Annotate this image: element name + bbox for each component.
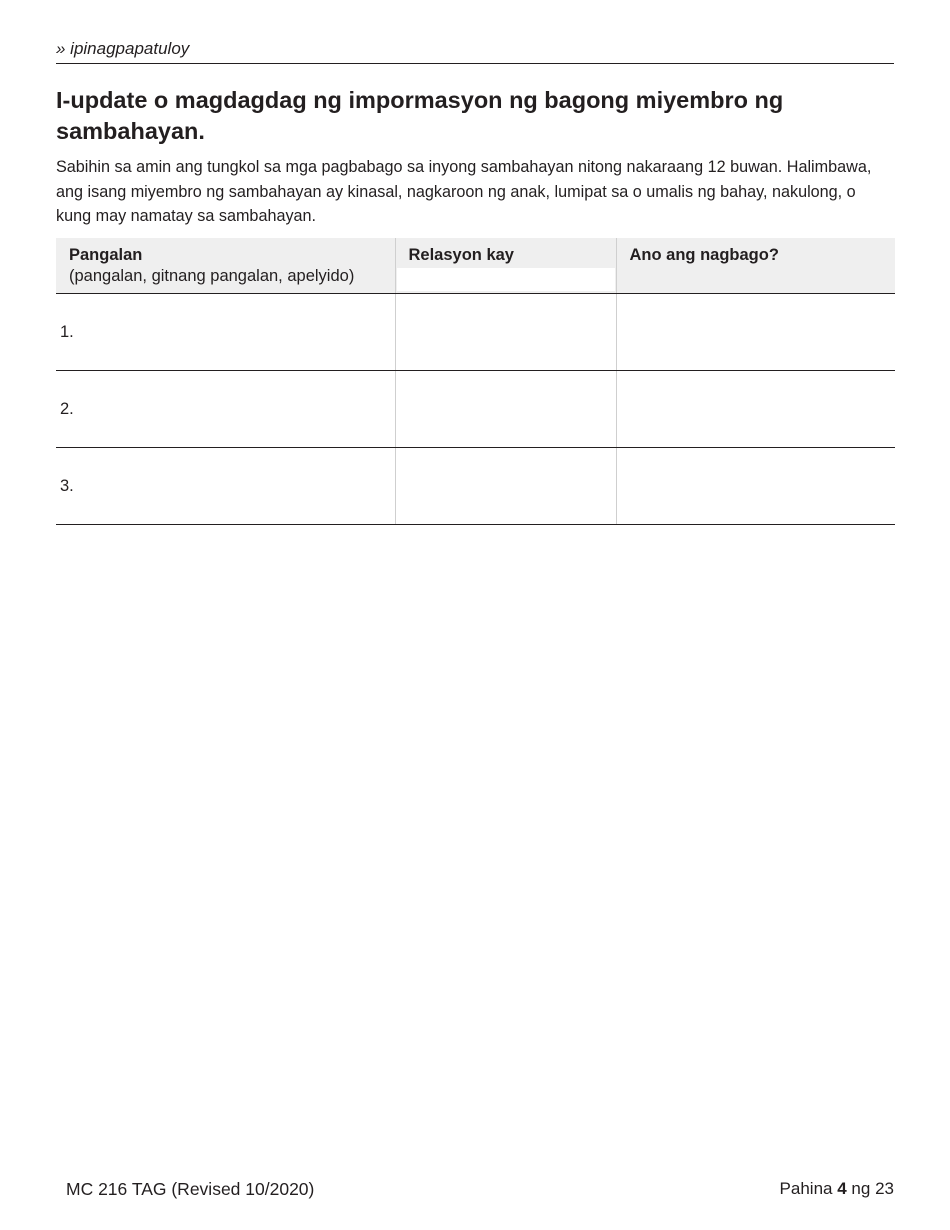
table-header-row — [56, 238, 895, 294]
change-cell-1[interactable] — [616, 294, 895, 371]
row-number: 3. — [60, 476, 74, 495]
relationship-cell-2[interactable] — [395, 371, 616, 448]
name-cell-2[interactable] — [56, 371, 395, 448]
change-cell-2[interactable] — [616, 371, 895, 448]
page-number — [780, 1179, 894, 1199]
page-prefix: Pahina — [779, 1179, 833, 1198]
form-page — [56, 0, 894, 1230]
row-number: 2. — [60, 399, 74, 418]
relationship-blank-field[interactable] — [397, 268, 615, 291]
column-header-change — [616, 238, 895, 294]
table-row — [56, 448, 895, 525]
column-header-name-label: Pangalan — [69, 246, 143, 264]
household-members-table — [56, 238, 895, 525]
column-header-name-hint: (pangalan, gitnang pangalan, apelyido) — [69, 267, 355, 285]
column-header-name — [56, 238, 395, 294]
row-number: 1. — [60, 322, 74, 341]
form-id: MC 216 TAG (Revised 10/2020) — [66, 1179, 315, 1199]
column-header-relationship — [395, 238, 616, 294]
column-header-change-label: Ano ang nagbago? — [629, 246, 779, 264]
column-header-relationship-label: Relasyon kay — [408, 246, 514, 264]
name-cell-1[interactable] — [56, 294, 395, 371]
header-divider — [56, 63, 894, 64]
page-separator: ng — [851, 1179, 871, 1198]
change-cell-3[interactable] — [616, 448, 895, 525]
relationship-cell-1[interactable] — [395, 294, 616, 371]
section-title: I-update o magdagdag ng impormasyon ng bagong miyembro ng sambahayan. — [56, 87, 784, 144]
relationship-cell-3[interactable] — [395, 448, 616, 525]
table-row — [56, 294, 895, 371]
page-current: 4 — [837, 1179, 847, 1198]
continued-label: » ipinagpapatuloy — [56, 39, 190, 58]
section-intro: Sabihin sa amin ang tungkol sa mga pagbabago sa inyong sambahayan nitong nakaraang 12 buwan. Halimbawa, ang isang miyembro ng sambahayan ay kinasal, nagkaroon ng anak, lumipat sa o umalis ng bahay, nakulong, o kung may namatay sa sambahayan. — [56, 158, 872, 225]
table-row — [56, 371, 895, 448]
page-total: 23 — [875, 1179, 894, 1198]
name-cell-3[interactable] — [56, 448, 395, 525]
